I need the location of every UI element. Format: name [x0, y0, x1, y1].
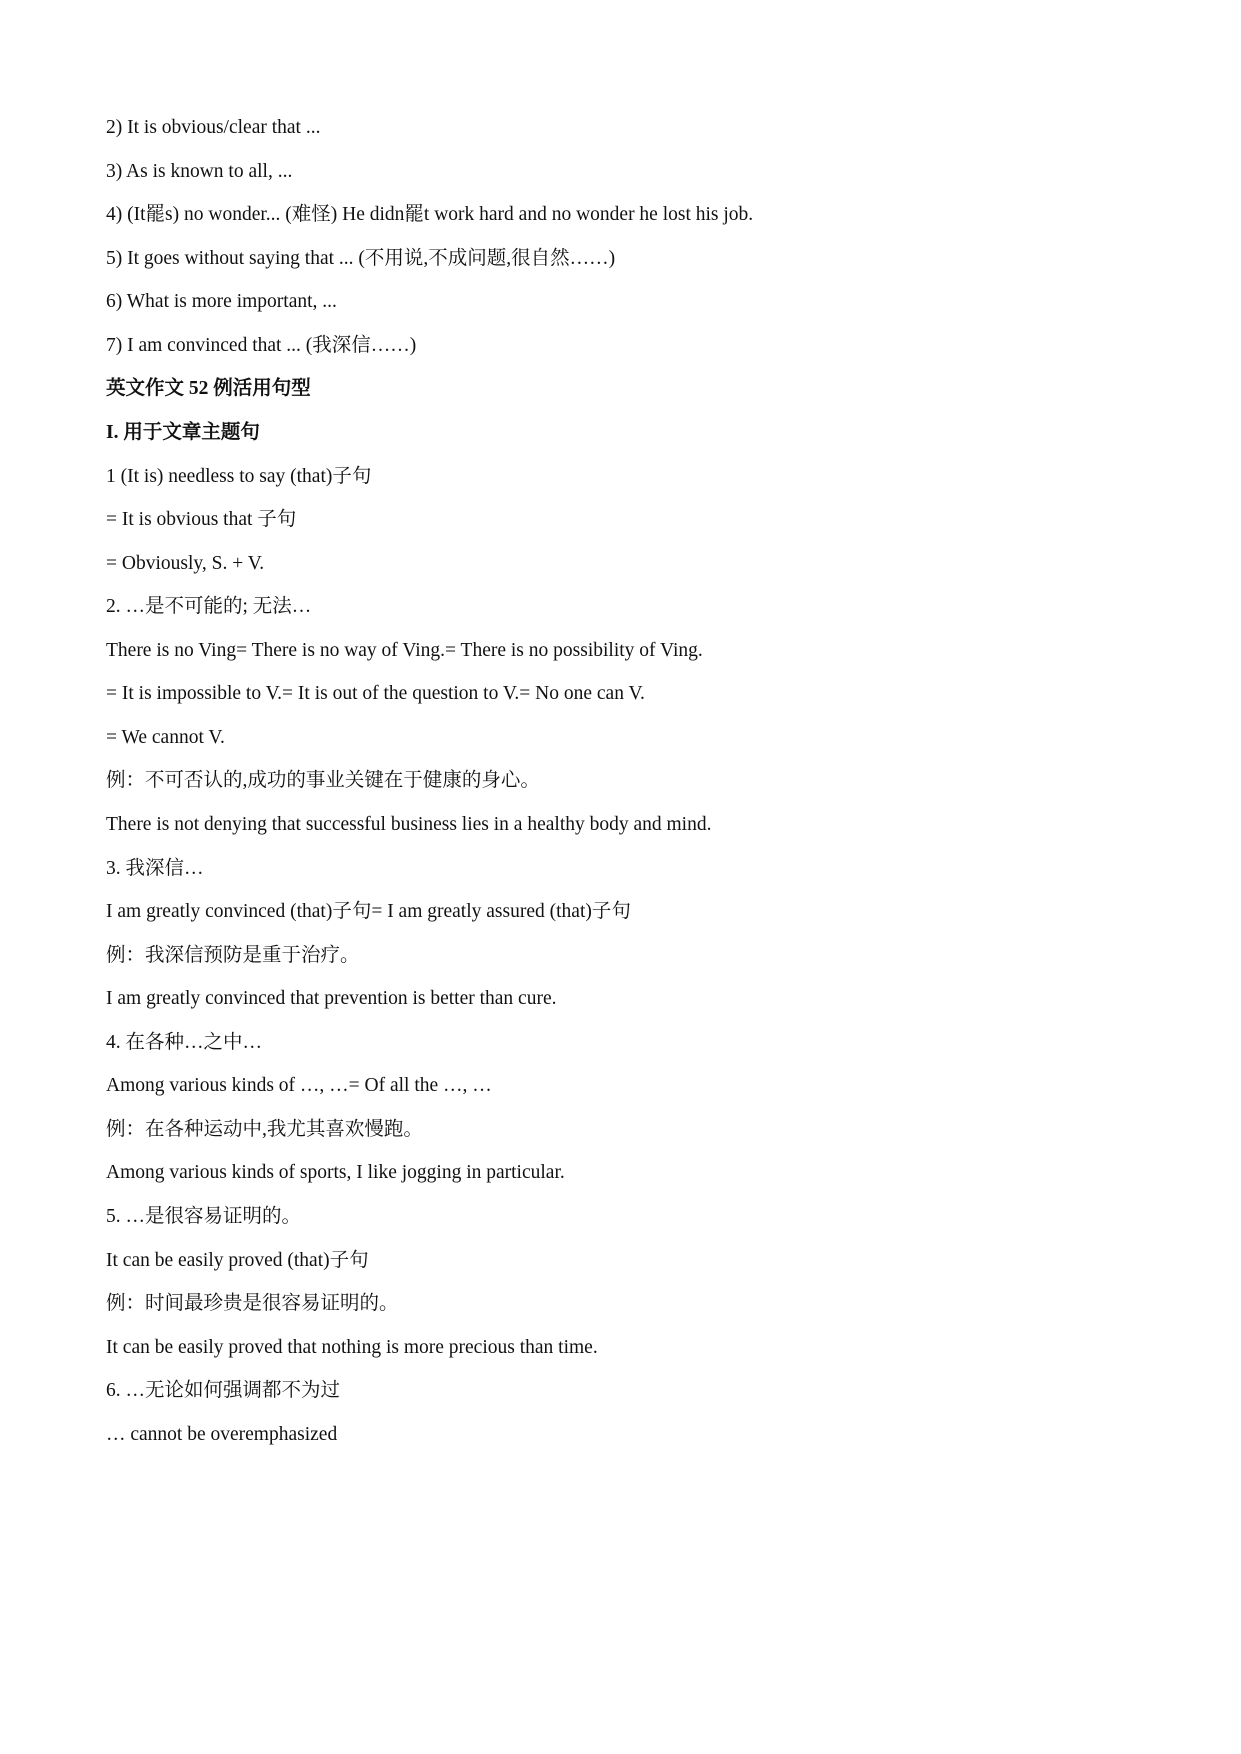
text-line: 6. …无论如何强调都不为过 — [106, 1380, 341, 1401]
text-line: Among various kinds of …, …= Of all the …, … — [106, 1075, 492, 1096]
text-line: I am greatly convinced that prevention is better than cure. — [106, 988, 557, 1009]
text-line: 6) What is more important, ... — [106, 291, 337, 312]
text-line: 2. …是不可能的; 无法… — [106, 596, 312, 617]
text-line: = It is obvious that 子句 — [106, 509, 297, 530]
text-line: 7) I am convinced that ... (我深信……) — [106, 335, 417, 356]
text-line: 例：在各种运动中,我尤其喜欢慢跑。 — [106, 1119, 423, 1140]
text-line: = Obviously, S. + V. — [106, 553, 265, 574]
text-line: 5) It goes without saying that ... (不用说,不成问题,很自然……) — [106, 248, 616, 269]
text-line: Among various kinds of sports, I like jogging in particular. — [106, 1162, 565, 1183]
section-heading: 英文作文 52 例活用句型 — [106, 378, 311, 399]
text-line: There is not denying that successful business lies in a healthy body and mind. — [106, 814, 712, 835]
text-line: There is no Ving= There is no way of Ving.= There is no possibility of Ving. — [106, 640, 703, 661]
text-line: = We cannot V. — [106, 727, 225, 748]
text-line: 4) (It罷s) no wonder... (难怪) He didn罷t work hard and no wonder he lost his job. — [106, 204, 754, 225]
text-line: 4. 在各种…之中… — [106, 1032, 263, 1053]
text-line: 例：我深信预防是重于治疗。 — [106, 945, 360, 966]
text-line: = It is impossible to V.= It is out of the question to V.= No one can V. — [106, 683, 645, 704]
text-line: I am greatly convinced (that)子句= I am greatly assured (that)子句 — [106, 901, 631, 922]
text-line: … cannot be overemphasized — [106, 1424, 338, 1445]
text-line: 例：不可否认的,成功的事业关键在于健康的身心。 — [106, 770, 540, 791]
text-line: 5. …是很容易证明的。 — [106, 1206, 302, 1227]
text-line: 1 (It is) needless to say (that)子句 — [106, 466, 372, 487]
text-line: It can be easily proved that nothing is more precious than time. — [106, 1337, 598, 1358]
text-line: 3) As is known to all, ... — [106, 161, 293, 182]
text-line: 2) It is obvious/clear that ... — [106, 117, 321, 138]
subsection-heading: I. 用于文章主题句 — [106, 422, 260, 443]
text-line: 3. 我深信… — [106, 858, 204, 879]
text-line: It can be easily proved (that)子句 — [106, 1250, 369, 1271]
text-line: 例：时间最珍贵是很容易证明的。 — [106, 1293, 399, 1314]
